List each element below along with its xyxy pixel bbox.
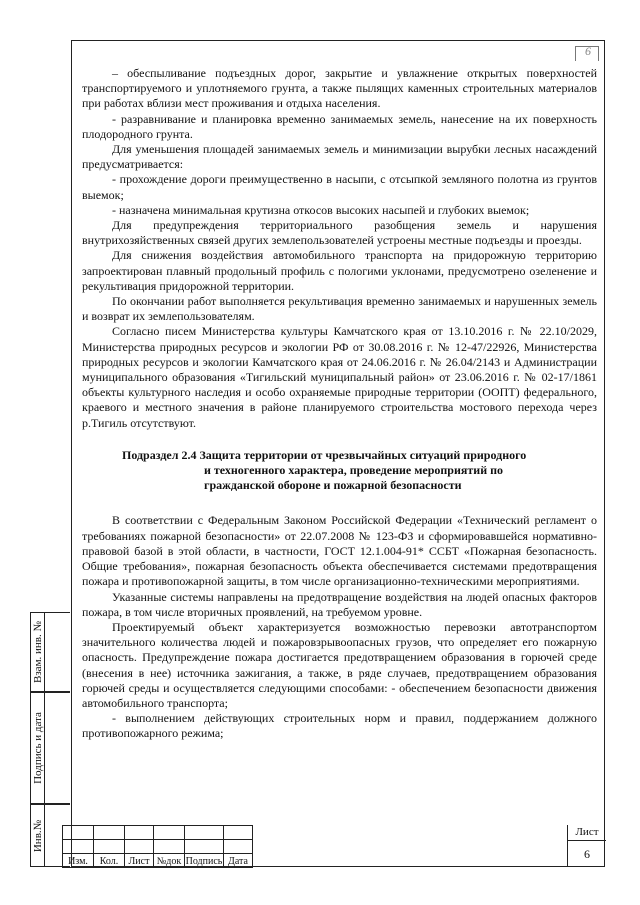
page-corner-box <box>575 46 599 61</box>
col-data: Дата <box>224 854 253 868</box>
heading-line-3: гражданской обороне и пожарной безопасности <box>204 478 462 493</box>
side-label-vzam: Взам. инв. № <box>32 621 44 683</box>
section-heading <box>122 448 597 494</box>
paragraph: – обеспыливание подъездных дорог, закрытие и увлажнение открытых поверхностей транспортируемого и уплотняемого грунта, а также пылящих каменных строительных материалов при работах вблизи мест проживания и отдыха населения. <box>82 66 597 111</box>
paragraph: Для снижения воздействия автомобильного транспорта на придорожную территорию запроектирован плавный продольный профиль с пологими уклонами, предусмотрено озеленение и рекультивация придорожной территории. <box>82 248 597 293</box>
heading-line-2: и техногенного характера, проведение мероприятий по <box>204 463 504 478</box>
side-stamp-vzam <box>30 612 70 692</box>
side-stamp-podpis <box>30 692 70 804</box>
col-ndok: №док <box>154 854 185 868</box>
col-izm: Изм. <box>63 854 94 868</box>
paragraph: Для предупреждения территориального разобщения земель и нарушения внутрихозяйственных связей других землепользователей устроены местные подъезды и проезды. <box>82 218 597 248</box>
paragraph: - выполнением действующих строительных норм и правил, поддержанием должного противопожарного режима; <box>82 711 597 741</box>
title-block <box>62 825 605 867</box>
sheet-cell <box>567 825 606 867</box>
paragraph: В соответствии с Федеральным Законом Российской Федерации «Технический регламент о требованиях пожарной безопасности» от 22.07.2008 № 123-ФЗ и сформировавшейся нормативно-правовой базой в этой области, в частности, ГОСТ 12.1.004-91* ССБТ «Пожарная безопасность. Общие требования», пожарная безопасность объекта обеспечивается системами предотвращения пожара и противопожарной защиты, в том числе организационно-техническими мероприятиями. <box>82 513 597 589</box>
paragraph: - разравнивание и планировка временно занимаемых земель, нанесение на их поверхность плодородного грунта. <box>82 111 597 141</box>
page-corner-number: 6 <box>585 44 591 58</box>
paragraph: Для уменьшения площадей занимаемых земель и минимизации вырубки лесных насаждений предусматривается: <box>82 142 597 172</box>
side-label-podpis: Подпись и дата <box>32 712 44 784</box>
col-kol: Кол. <box>94 854 125 868</box>
paragraph: Проектируемый объект характеризуется возможностью перевозки автотранспортом значительного количества людей и пожаровзрывоопасных грузов, что определяет его пожарную опасность. Предупреждение пожара достигается предотвращением образования в горючей среде (внесения в нее) источника зажигания, а также, в ряде случаев, предотвращением образования горючей среды и осуществляется следующими способами: - обеспечением безопасности движения автомобильного транспорта; <box>82 619 597 710</box>
document-body <box>82 66 597 742</box>
paragraph: - прохождение дороги преимущественно в насыпи, с отсыпкой земляного полотна из грунтов выемок; <box>82 172 597 202</box>
paragraph: По окончании работ выполняется рекультивация временно занимаемых и нарушенных земель и возврат их землепользователям. <box>82 294 597 324</box>
paragraph: Согласно писем Министерства культуры Камчатского края от 13.10.2016 г. № 22.10/2029, Министерства природных ресурсов и экологии РФ от 30.08.2016 г. № 12-47/22926, Министерства природных ресурсов и экологии Камчатского края от 24.06.2016 г. № 26.04/2143 и Администрации муниципального образования «Тигильский муниципальный район» от 23.06.2016 г. № 02-17/1861 объекты культурного наследия и особо охраняемые природные территории (ООПТ) федерального, краевого и местного значения в районе планируемого строительства мостового перехода через р.Тигиль отсутствуют. <box>82 324 597 430</box>
heading-line-1: Подраздел 2.4 Защита территории от чрезвычайных ситуаций природного <box>122 447 527 462</box>
paragraph: - назначена минимальная крутизна откосов высоких насыпей и глубоких выемок; <box>112 202 530 217</box>
side-label-inv: Инв.№ <box>32 819 44 852</box>
sheet-number: 6 <box>584 847 590 861</box>
sheet-label: Лист <box>568 826 606 841</box>
revision-table <box>62 825 253 868</box>
col-podpis: Подпись <box>185 854 224 868</box>
paragraph: Указанные системы направлены на предотвращение воздействия на людей опасных факторов пожара, в том числе вторичных проявлений, на требуемом уровне. <box>82 589 597 619</box>
col-list: Лист <box>125 854 154 868</box>
